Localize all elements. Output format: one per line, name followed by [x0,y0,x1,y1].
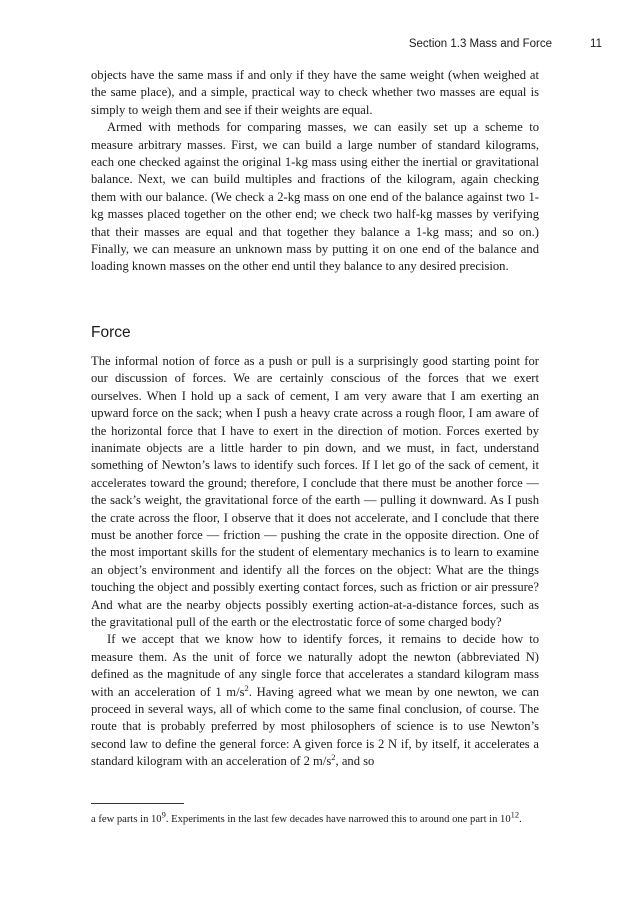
paragraph-text-part: . Having agreed what we mean by one newton, we can proceed in several ways, all of which come to the same final conclusion, of course. The route that is probably preferred by most philosophers of science is to use Newton’s second law to define the general force: A given force is 2 N if, by itself, it accelerates a standard kilogram with an acceleration of 2 m/s [91,684,539,769]
paragraph-text-part: If we accept that we know how to identify forces, it remains to decide how to measure them. As the unit of force we naturally adopt the newton (abbreviated N) defined as the magnitude of any single force that accelerates a standard kilogram mass with an acceleration of 1 m/s [91,632,539,699]
paragraph-continued: objects have the same mass if and only if they have the same weight (when weighed at the same place), and a simple, practical way to check whether two masses are equal is simply to weigh them and see if their weights are equal. [91,68,539,117]
footnote [91,809,539,827]
superscript: 12 [510,809,520,820]
running-header-section: Section 1.3 Mass and Force [408,38,552,50]
superscript: 9 [161,809,166,820]
paragraph-force-notion: The informal notion of force as a push or pull is a surprisingly good starting point for our discussion of forces. We are certainly conscious of the forces that we exert ourselves. When I hold up a sack of cement, I am very aware that I am exerting an upward force on the sack; when I push a heavy crate across a rough floor, I am aware of the horizontal force that I have to exert in the direction of motion. Forces exerted by inanimate objects are a little harder to pin down, and we must, in fact, understand something of Newton’s laws to identify such forces. If I let go of the sack of cement, it accelerates toward the ground; therefore, I conclude that there must be another force — the sack’s weight, the gravitational force of the earth — pulling it downward. As I push the crate across the floor, I observe that it does not accelerate, and I conclude that there must be another force — friction — pushing the crate in the opposite direction. One of the most important skills for the student of elementary mechanics is to learn to examine an object’s environment and identify all the forces on the object: What are the things touching the object and possibly exerting contact forces, such as friction or air pressure? And what are the nearby objects possibly exerting action-at-a-distance forces, such as the gravitational pull of the earth or the electrostatic force of some charged body? [91,353,539,629]
page-number: 11 [590,38,602,50]
section-heading-force: Force [91,323,131,341]
footnote-text-part: . [519,814,522,825]
main-text [91,67,539,771]
footnote-text-part: a few parts in 10 [91,814,162,825]
superscript: 2 [331,752,336,763]
footnote-divider [91,803,184,804]
paragraph-text-part: , and so [335,754,375,769]
footnote-text-part: . Experiments in the last few decades have narrowed this to around one part in 10 [165,814,511,825]
paragraph-measuring-forces [91,631,539,770]
paragraph-measuring-masses: Armed with methods for comparing masses, we can easily set up a scheme to measure arbitrary masses. First, we can build a large number of standard kilograms, each one checked against the original 1-kg mass using either the inertial or gravitational balance. Next, we can build multiples and fractions of the kilogram, again checking them with our balance. (We check a 2-kg mass on one end of the balance against two 1-kg masses placed together on the other end; we check two half-kg masses by verifying that their masses are equal and that together they balance a 1-kg mass; and so on.) Finally, we can measure an unknown mass by putting it on one end of the balance and loading known masses on the other end until they balance to any desired precision. [91,120,539,274]
running-header [0,38,638,54]
superscript: 2 [244,682,249,693]
